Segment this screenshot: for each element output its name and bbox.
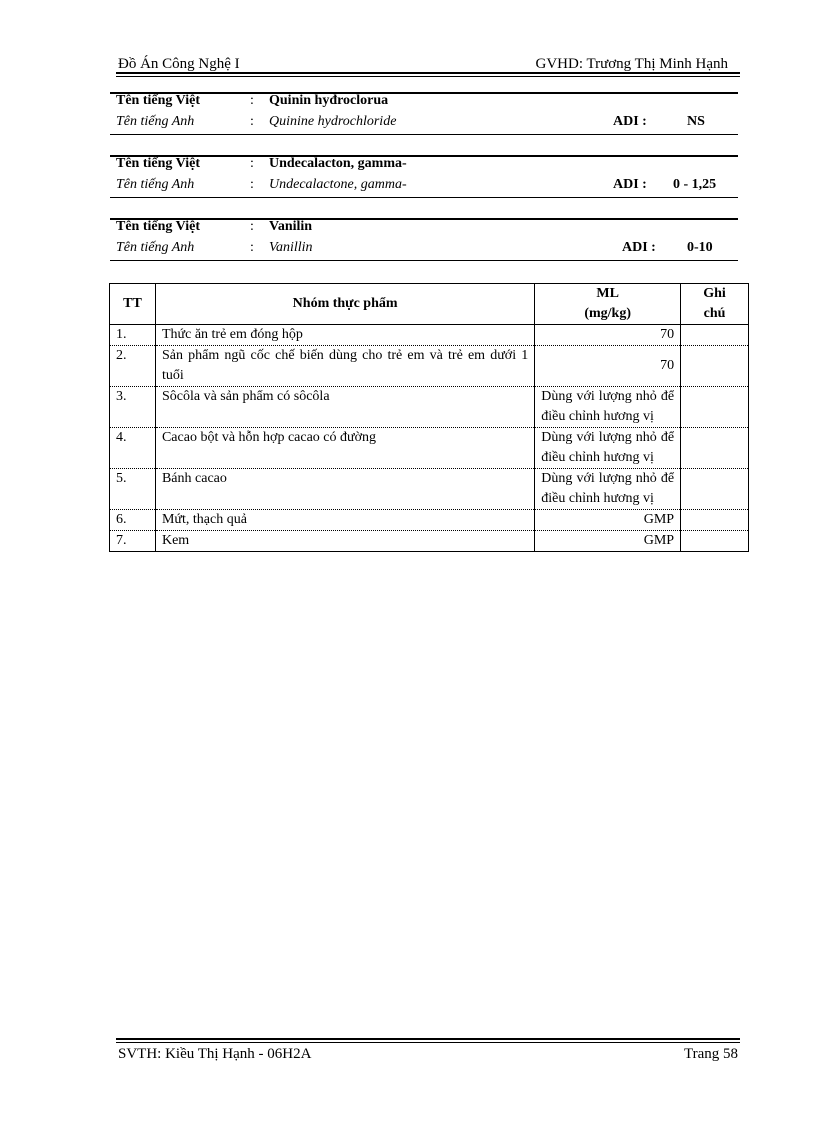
note [681,325,749,346]
food-group: Sản phẩm ngũ cốc chế biến dùng cho trẻ em và trẻ em dưới 1 tuổi [155,346,534,387]
food-group: Mứt, thạch quả [155,510,534,531]
en-name: Vanillin [269,240,313,255]
vn-name: Undecalacton, gamma- [269,156,407,171]
note [681,387,749,428]
table-row [110,387,749,428]
entry-bottom-rule [110,197,738,198]
en-name: Undecalactone, gamma- [269,177,407,192]
separator: : [250,240,254,255]
table-row [110,469,749,510]
table-row [110,428,749,469]
en-label: Tên tiếng Anh [116,114,195,129]
row-number: 2. [110,346,156,387]
footer-rule [116,1038,740,1043]
table-header-row [110,284,749,325]
separator: : [250,114,254,129]
table-row [110,346,749,387]
row-number: 6. [110,510,156,531]
max-level: Dùng với lượng nhỏ để điều chỉnh hương vị [535,387,681,428]
note [681,510,749,531]
food-group: Bánh cacao [155,469,534,510]
adi-value: NS [687,114,705,129]
table-row [110,510,749,531]
food-group: Cacao bột và hỗn hợp cacao có đường [155,428,534,469]
adi-label: ADI : [613,177,647,192]
food-group-ml-table [109,283,749,552]
note [681,428,749,469]
vn-label: Tên tiếng Việt [116,219,200,234]
page-number: Trang 58 [683,1046,738,1062]
note [681,346,749,387]
separator: : [250,219,254,234]
table-row [110,531,749,552]
col-header-note [681,284,749,325]
adi-value: 0 - 1,25 [673,177,717,192]
food-group: Thức ăn trẻ em đóng hộp [155,325,534,346]
max-level: Dùng với lượng nhỏ để điều chỉnh hương vị [535,428,681,469]
separator: : [250,177,254,192]
col-header-tt: TT [110,284,156,325]
row-number: 4. [110,428,156,469]
note-header-line2: chú [703,306,726,321]
max-level: GMP [535,510,681,531]
header-instructor: GVHD: Trương Thị Minh Hạnh [535,56,728,72]
row-number: 5. [110,469,156,510]
adi-label: ADI : [622,240,656,255]
food-group: Sôcôla và sản phẩm có sôcôla [155,387,534,428]
row-number: 7. [110,531,156,552]
vn-label: Tên tiếng Việt [116,93,200,108]
separator: : [250,156,254,171]
row-number: 1. [110,325,156,346]
page-header [116,52,740,74]
table-row [110,325,749,346]
max-level: Dùng với lượng nhỏ để điều chỉnh hương vị [535,469,681,510]
en-name: Quinine hydrochloride [269,114,397,129]
vn-label: Tên tiếng Việt [116,156,200,171]
entry-bottom-rule [110,260,738,261]
food-group: Kem [155,531,534,552]
note [681,531,749,552]
entry-bottom-rule [110,134,738,135]
separator: : [250,93,254,108]
note-header-line1: Ghi [703,286,726,301]
ml-header-line2: (mg/kg) [584,306,631,321]
col-header-food-group: Nhóm thực phẩm [155,284,534,325]
note [681,469,749,510]
vn-name: Vanilin [269,219,313,234]
max-level: 70 [535,325,681,346]
en-label: Tên tiếng Anh [116,177,195,192]
adi-value: 0-10 [687,240,713,255]
col-header-ml [535,284,681,325]
row-number: 3. [110,387,156,428]
max-level: GMP [535,531,681,552]
en-label: Tên tiếng Anh [116,240,195,255]
header-course-title: Đồ Án Công Nghệ I [118,56,240,72]
max-level: 70 [535,346,681,387]
footer-student: SVTH: Kiều Thị Hạnh - 06H2A [118,1046,312,1062]
header-rule [116,72,740,77]
ml-header-line1: ML [596,286,619,301]
vn-name: Quinin hyđroclorua [269,93,389,108]
adi-label: ADI : [613,114,647,129]
